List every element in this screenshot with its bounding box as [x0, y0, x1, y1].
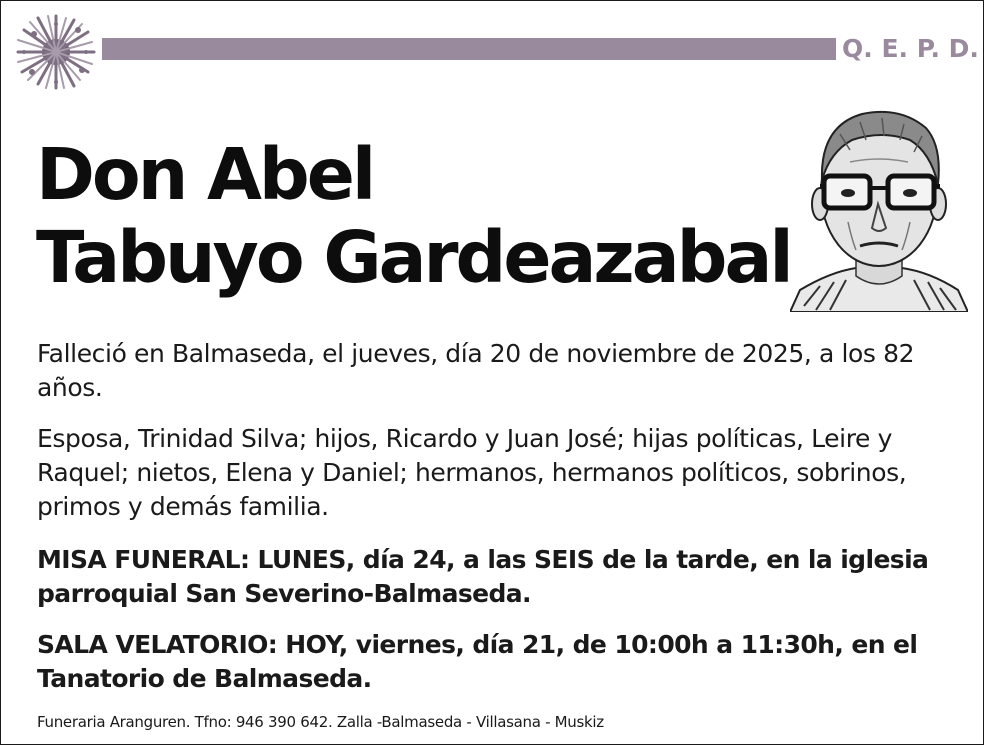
- death-notice: Falleció en Balmaseda, el jueves, día 20 de noviembre de 2025, a los 82 años.: [37, 339, 915, 402]
- family-list: Esposa, Trinidad Silva; hijos, Ricardo y Juan José; hijas políticas, Leire y Raquel; nietos, Elena y Daniel; hermanos, hermanos políticos, sobrinos, primos y demás familia.: [37, 424, 907, 521]
- name-line-1: Don Abel: [36, 133, 374, 216]
- header-bar: [102, 38, 836, 60]
- name-line-2: Tabuyo Gardeazabal: [36, 216, 791, 299]
- footer-funeral-home: Funeraria Aranguren. Tfno: 946 390 642. Zalla -Balmaseda - Villasana - Muskiz: [37, 713, 604, 731]
- deceased-name: [36, 133, 791, 299]
- portrait-photo: [790, 100, 968, 312]
- wake-room: SALA VELATORIO: HOY, viernes, día 21, de 10:00h a 11:30h, en el Tanatorio de Balmaseda.: [37, 630, 918, 693]
- page-title: Q. E. P. D.: [842, 34, 979, 63]
- funeral-mass: MISA FUNERAL: LUNES, día 24, a las SEIS de la tarde, en la iglesia parroquial San Severino-Balmaseda.: [37, 545, 929, 608]
- flower-icon: [14, 12, 98, 90]
